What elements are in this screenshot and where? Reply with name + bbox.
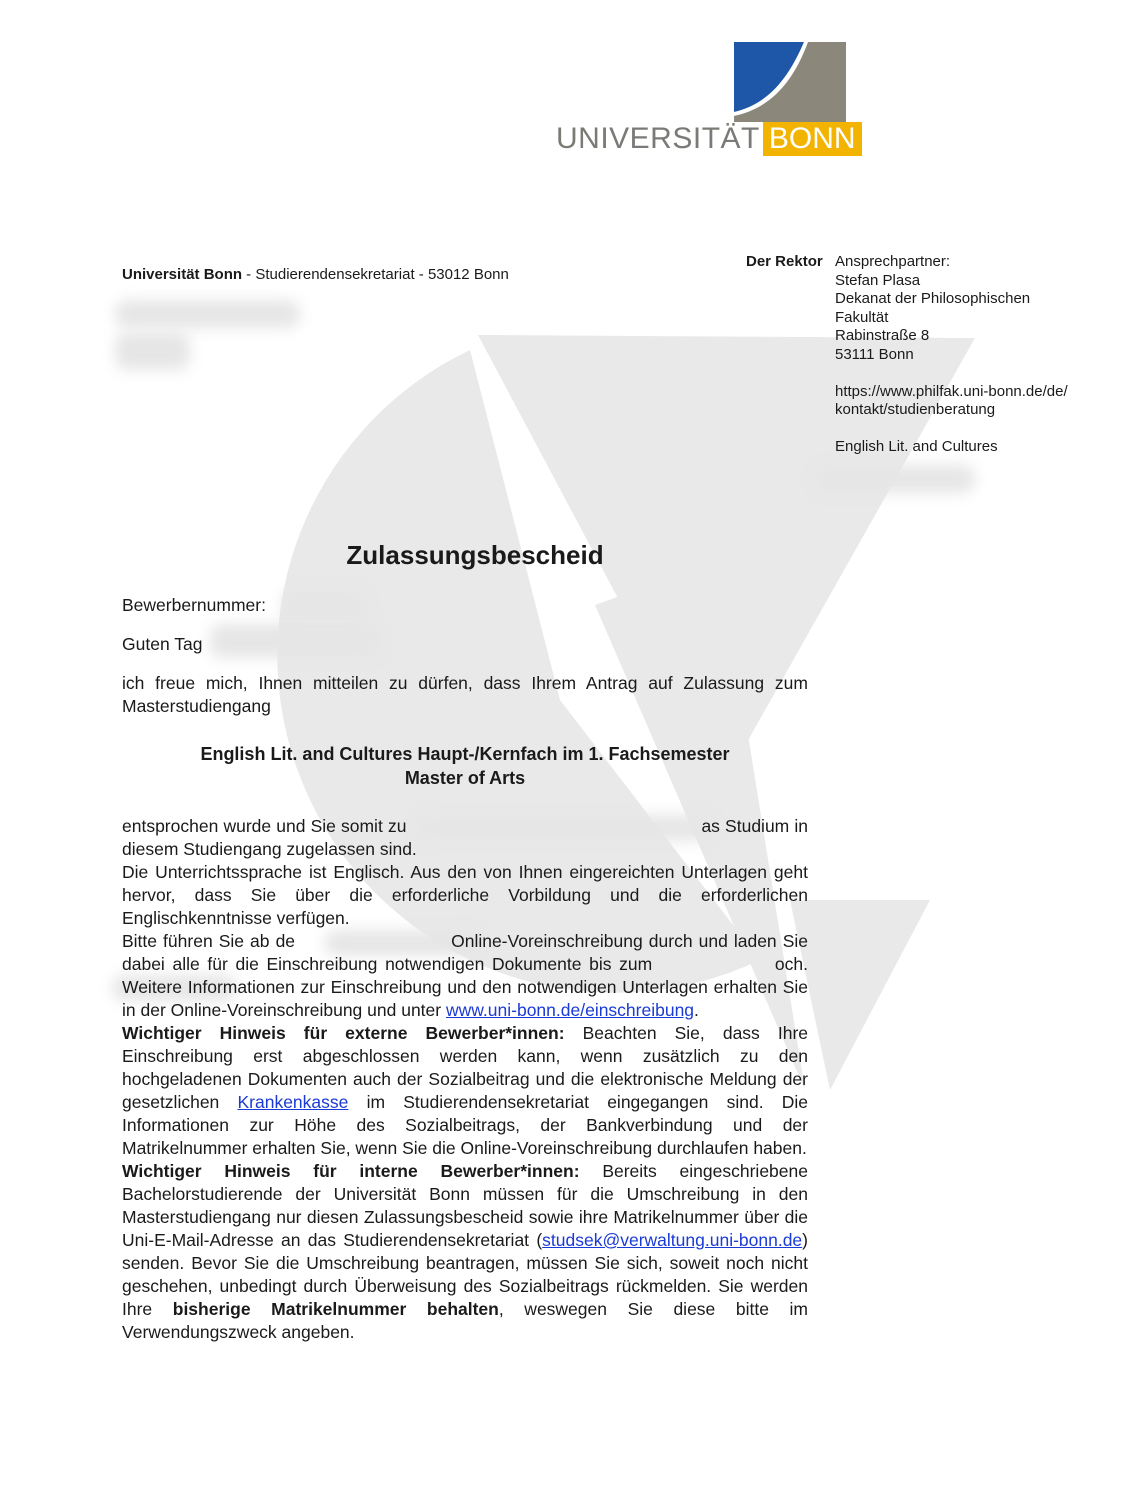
- paragraph-external-applicants: Wichtiger Hinweis für externe Bewerber*innen: Beachten Sie, dass Ihre Einschreibung erst abgeschlossen werden kann, wenn zusätzlich zu den hochgeladenen Dokumenten auch der Sozialbeitrag und die elektronische Meldung der gesetzlichen Krankenkasse im Studierendensekretariat eingegangen sind. Die Informationen zur Höhe des Sozialbeitrags, der Bankverbindung und der Matrikelnummer erhalten Sie, wenn Sie die Online-Voreinschreibung durchlaufen haben.: [122, 1023, 809, 1158]
- redacted-recipient-line1: [115, 300, 300, 328]
- sender-name: Universität Bonn: [122, 266, 243, 283]
- logo-word-bonn: BONN: [763, 122, 862, 156]
- internal-notice-heading: Wichtiger Hinweis für interne Bewerber*innen:: [122, 1161, 580, 1181]
- contact-line: [835, 420, 1068, 439]
- redacted-name: [210, 624, 380, 658]
- contact-line: Dekanat der Philosophischen: [835, 290, 1031, 307]
- redacted-applicant-number: [282, 590, 367, 618]
- krankenkasse-link[interactable]: Krankenkasse: [237, 1092, 349, 1112]
- main-body: [122, 815, 808, 1344]
- matrikel-notice: bisherige Matrikelnummer behalten: [172, 1299, 499, 1319]
- document-title: Zulassungsbescheid: [346, 540, 604, 570]
- sender-line: [122, 266, 509, 283]
- enrollment-link[interactable]: www.uni-bonn.de/einschreibung: [445, 1000, 695, 1020]
- contact-url-line: https://www.philfak.uni-bonn.de/de/: [835, 382, 1068, 400]
- contact-line: Ansprechpartner:: [835, 253, 951, 270]
- logo-mark-icon: [734, 42, 846, 122]
- greeting: Guten Tag: [122, 634, 203, 654]
- university-logo: [556, 42, 856, 157]
- contact-line: 53111 Bonn: [835, 345, 914, 363]
- paragraph-enrollment: Bitte führen Sie ab de Online-Voreinschreibung durch und laden Sie dabei alle für die Einschreibung notwendigen Dokumente bis zum och. Weitere Informationen zur Einschreibung und den notwendigen Unterlagen erhalten Sie in der Online-Voreinschreibung und unter www.uni-bonn.de/einschreibung.: [122, 931, 808, 1020]
- rektor-label: Der Rektor: [746, 253, 823, 270]
- sender-address: - Studierendensekretariat - 53012 Bonn: [242, 266, 509, 283]
- contact-line: Fakultät: [835, 308, 889, 326]
- intro-paragraph: ich freue mich, Ihnen mitteilen zu dürfen, dass Ihrem Antrag auf Zulassung zum Masterstudiengang: [122, 673, 808, 716]
- contact-line: Stefan Plasa: [835, 271, 921, 289]
- applicant-number-label: Bewerbernummer:: [122, 595, 266, 615]
- redacted-contact-line: [815, 465, 975, 493]
- contact-program: English Lit. and Cultures: [835, 438, 998, 455]
- studsek-email-link[interactable]: studsek@verwaltung.uni-bonn.de: [542, 1230, 803, 1250]
- contact-line: Rabinstraße 8: [835, 327, 930, 344]
- paragraph-admission: entsprochen wurde und Sie somit zu as Studium in diesem Studiengang zugelassen sind.: [122, 816, 809, 859]
- program-degree: Master of Arts: [404, 768, 526, 788]
- redacted-recipient-line2: [115, 332, 190, 370]
- paragraph-language: Die Unterrichtssprache ist Englisch. Aus den von Ihnen eingereichten Unterlagen geht hervor, dass Sie über die erforderliche Vorbildung und die erforderlichen Englischkenntnisse verfügen.: [122, 862, 808, 928]
- watermark-right-triangle: [790, 900, 930, 1090]
- program-block: [122, 742, 808, 790]
- contact-url-line: kontakt/studienberatung: [835, 401, 996, 418]
- paragraph-internal-applicants: Wichtiger Hinweis für interne Bewerber*innen: Bereits eingeschriebene Bachelorstudierende der Universität Bonn müssen für die Umschreibung in den Masterstudiengang nur diesen Zulassungsbescheid sowie ihre Matrikelnummer über die Uni-E-Mail-Adresse an das Studierendensekretariat (studsek@verwaltung.uni-bonn.de) senden. Bevor Sie die Umschreibung beantragen, müssen Sie sich, soweit noch nicht geschehen, unbedingt durch Überweisung des Sozialbeitrags rückmelden. Sie werden Ihre bisherige Matrikelnummer behalten, weswegen Sie diese bitte im Verwendungszweck angeben.: [122, 1161, 808, 1342]
- logo-word-universitaet: UNIVERSITÄT: [556, 122, 760, 155]
- contact-line: [835, 364, 1068, 383]
- external-notice-heading: Wichtiger Hinweis für externe Bewerber*innen:: [122, 1023, 565, 1043]
- contact-block: [835, 253, 1068, 457]
- program-name: English Lit. and Cultures Haupt-/Kernfach im 1. Fachsemester: [200, 744, 730, 764]
